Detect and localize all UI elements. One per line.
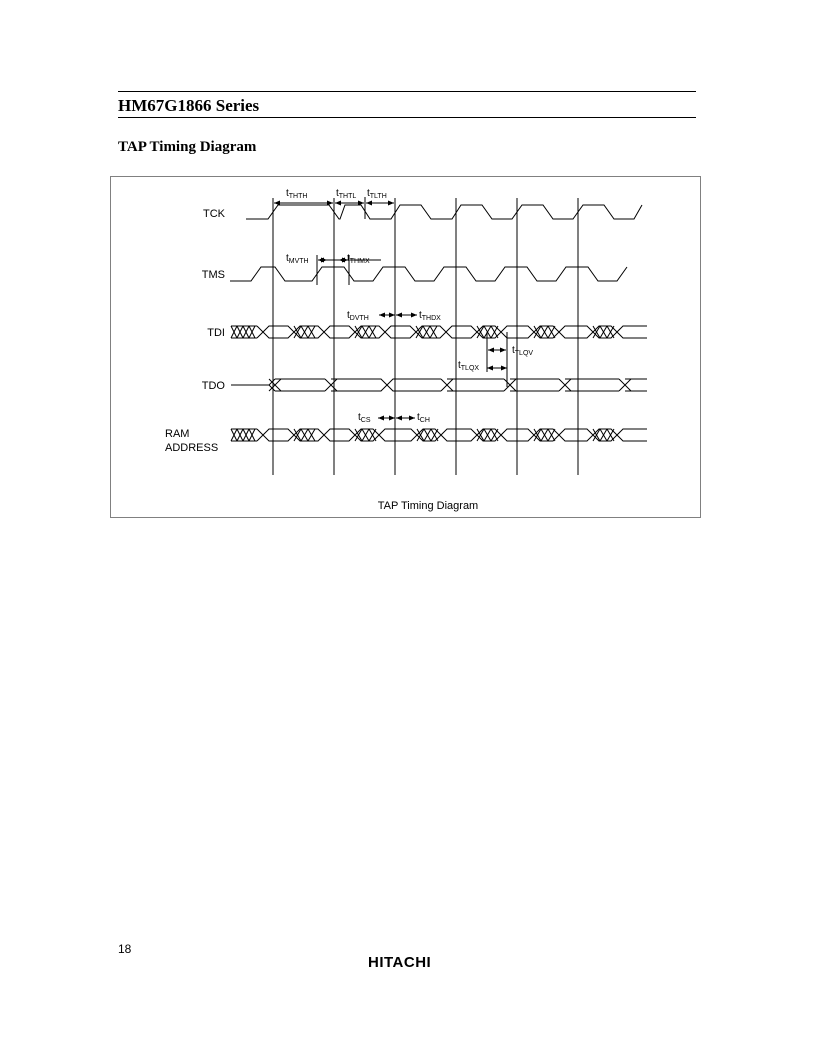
param-label-thmx: $t_{THMX}$ (347, 253, 370, 265)
arrowheads (274, 201, 507, 421)
series-title: HM67G1866 Series (118, 96, 260, 115)
tms-waveform (230, 267, 627, 281)
signal-label-tms: TMS (201, 269, 225, 281)
signal-label-address: ADDRESS (165, 442, 219, 454)
ram-address-bus (231, 429, 647, 441)
param-label-tlqv: $t_{TLQV}$ (512, 345, 534, 357)
param-label-cs: $t_{CS}$ (358, 412, 371, 424)
timing-diagram-figure (110, 176, 701, 518)
param-label-mvth: $t_{MVTH}$ (286, 253, 309, 265)
signal-label-ram: RAM (165, 428, 190, 440)
signal-label-tdo: TDO (201, 380, 225, 392)
tdi-bus (231, 326, 647, 338)
param-label-thth: $t_{THTH}$ (286, 188, 308, 200)
param-label-tlth: $t_{TLTH}$ (367, 188, 387, 200)
page-number: 18 (118, 942, 132, 956)
header-rule-bottom (118, 117, 696, 118)
timing-diagram (111, 177, 700, 517)
signal-label-tdi: TDI (207, 327, 225, 339)
dimension-arrows (274, 203, 507, 418)
param-label-tlqx: $t_{TLQX}$ (458, 360, 480, 372)
hitachi-logo: HITACHI (368, 954, 432, 971)
tdo-bus (231, 379, 647, 391)
diagram-caption: TAP Timing Diagram (377, 500, 479, 512)
param-label-thtl: $t_{THTL}$ (336, 188, 357, 200)
param-label-dvth: $t_{DVTH}$ (347, 310, 369, 322)
section-title: TAP Timing Diagram (118, 139, 257, 155)
signal-label-tck: TCK (203, 208, 225, 220)
param-label-ch: $t_{CH}$ (417, 412, 430, 424)
tck-waveform (246, 205, 642, 219)
param-label-thdx: $t_{THDX}$ (419, 310, 441, 322)
header-rule-top (118, 91, 696, 92)
